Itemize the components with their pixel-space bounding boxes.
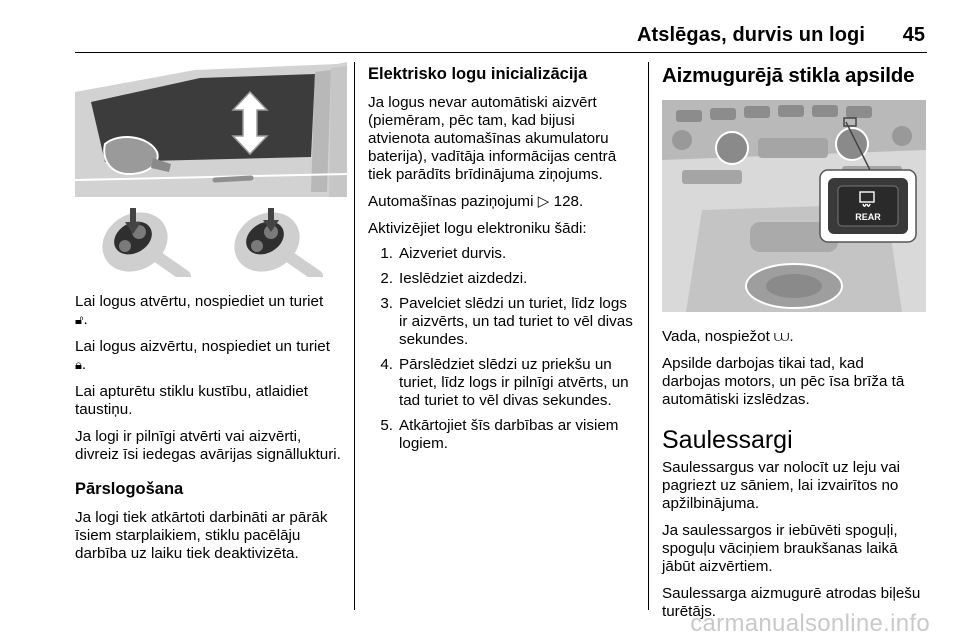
rear-defrost-control-text: Vada, nospiežot ⩊. xyxy=(662,328,794,345)
list-item: 3. Pavelciet slēdzi un turiet, līdz logs ir aizvērts, un tad turiet to vēl divas sekundes. xyxy=(380,295,633,348)
column-divider-2 xyxy=(648,62,649,610)
hazard-flash-text: Ja logi ir pilnīgi atvērti vai aizvērti, divreiz īsi iedegas avārijas signāllukturi. xyxy=(75,428,341,463)
rear-defrost-info-text: Apsilde darbojas tikai tad, kad darbojas motors, un pēc īsa brīža tā automātiski izslēdzas. xyxy=(662,355,905,408)
column-1 xyxy=(75,62,347,572)
window-init-heading: Elektrisko logu inicializācija xyxy=(368,65,588,83)
column-3 xyxy=(662,64,926,630)
overload-heading: Pārslogošana xyxy=(75,480,184,498)
window-key-figure xyxy=(75,62,347,277)
running-title: Atslēgas, durvis un logi xyxy=(637,24,865,46)
rear-defrost-heading: Aizmugurējā stikla apsilde xyxy=(662,64,915,87)
list-item: 2. Ieslēdziet aizdedzi. xyxy=(380,270,528,287)
center-console-figure xyxy=(662,100,926,312)
close-windows-text: Lai logus aizvērtu, nospiediet un turiet 🔒︎. xyxy=(75,338,330,373)
list-item: 1. Aizveriet durvis. xyxy=(380,245,507,262)
rear-button-label: REAR xyxy=(855,212,881,222)
activate-text: Aktivizējiet logu elektroniku šādi: xyxy=(368,220,587,237)
sun-visor-text-1: Saulessargus var nolocīt uz leju vai pagriezt uz sāniem, lai izvairītos no apžilbinājuma. xyxy=(662,459,901,512)
page-header xyxy=(0,0,960,50)
steps-list xyxy=(368,245,634,453)
page-ref-icon: ▷ xyxy=(537,193,550,210)
watermark: carmanualsonline.info xyxy=(690,610,930,637)
list-item: 5. Atkārtojiet šīs darbības ar visiem logiem. xyxy=(380,417,619,452)
sun-visor-text-2: Ja saulessargos ir iebūvēti spoguļi, spoguļu vāciņiem braukšanas laikā jābūt aizvērtiem. xyxy=(662,522,898,575)
rear-defrost-icon: ⩊ xyxy=(774,328,790,345)
window-init-text: Ja logus nevar automātiski aizvērt (piemēram, pēc tam, kad bijusi atvienota automašīnas akumulatoru baterija), vadītāja informācijas centrā tiek parādīts brīdinājuma ziņojums. xyxy=(368,94,617,183)
sun-visors-heading: Saulessargi xyxy=(662,426,793,454)
unlock-icon: 🔓︎ xyxy=(75,312,84,327)
sun-visor-text-3: Saulessarga aizmugurē atrodas biļešu turētājs. xyxy=(662,585,921,620)
list-item: 4. Pārslēdziet slēdzi uz priekšu un turiet, līdz logs ir pilnīgi atvērts, un tad turiet to vēl divas sekundes. xyxy=(380,356,629,409)
column-2 xyxy=(368,64,634,460)
open-windows-text: Lai logus atvērtu, nospiediet un turiet 🔓︎. xyxy=(75,293,324,328)
column-divider-1 xyxy=(354,62,355,610)
lock-icon: 🔒︎ xyxy=(75,357,82,372)
vehicle-messages-ref: Automašīnas paziņojumi ▷ 128. xyxy=(368,193,584,210)
page-number: 45 xyxy=(902,24,925,46)
header-divider xyxy=(75,52,927,53)
overload-text: Ja logi tiek atkārtoti darbināti ar pārāk īsiem starplaikiem, stiklu pacēlāju darbība uz laiku tiek deaktivizēta. xyxy=(75,509,328,562)
stop-window-text: Lai apturētu stiklu kustību, atlaidiet taustiņu. xyxy=(75,383,309,418)
